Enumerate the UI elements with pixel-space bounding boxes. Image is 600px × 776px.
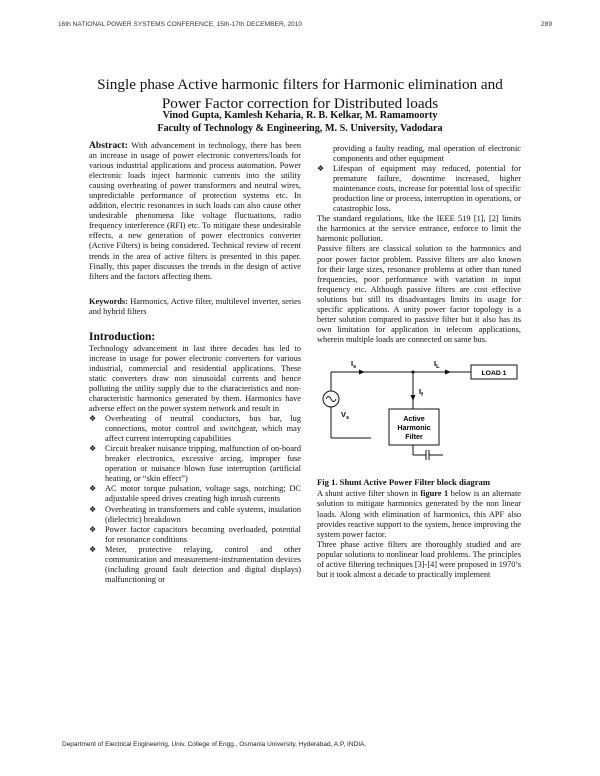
diamond-dots-icon: ❖ bbox=[89, 524, 97, 534]
filter-label-3: Filter bbox=[405, 431, 423, 441]
page-header bbox=[58, 21, 552, 28]
diamond-dots-icon: ❖ bbox=[89, 484, 97, 494]
page-number: 289 bbox=[540, 21, 552, 28]
keywords-label: Keywords: bbox=[89, 296, 128, 306]
if-arrow bbox=[411, 395, 416, 401]
abstract-text: With advancement in technology, there has been an increase in usage of power electronic converters/loads for various industrial applications and process automation. Power electronic loads inject harmonic currents into the utility causing overheating of power transformers and neutral wires, unpredictable performance of protection systems etc. In addition, electric resonances in such loads can also cause other undesirable phenomena like voltage fluctuations, radio frequency interference (RFI) etc. To mitigate these undesirable effects, a new generation of power electronics converter (Active Filters) is being considered. Technical review of recent trends in the area of active filters is presented in this paper. Finally, this paper discusses the trends in the design of active filters and the factors affecting them. bbox=[89, 141, 301, 281]
introduction-paragraph: Technology advancement in last three decades has led to increase in usage for power electronic converters for various industrial, commercial and residential applications. These static converters draw non sinusoidal currents and hence polluting the utility supply due to the characteristics and non-characteristic harmonics generated by them. Harmonics have adverse effect on the power system network and result in bbox=[89, 343, 301, 414]
affiliation: Faculty of Technology & Engineering, M. S. University, Vadodara bbox=[157, 123, 443, 134]
title-line-2: Power Factor correction for Distributed loads bbox=[161, 95, 439, 112]
diamond-dots-icon: ❖ bbox=[317, 164, 325, 174]
right-column bbox=[317, 144, 521, 580]
diamond-dots-icon: ❖ bbox=[89, 444, 97, 454]
list-item: ❖ Overheating of neutral conductors, bus bar, lug connections, motor control and switchgear, which may affect current interrupting capabilities bbox=[89, 414, 301, 444]
paper-title bbox=[40, 75, 560, 113]
if-label: $I_f$ bbox=[419, 386, 423, 398]
filter-label-1: Active bbox=[403, 413, 425, 423]
introduction-heading: Introduction: bbox=[89, 330, 156, 343]
page-footer: Department of Electrical Engineering, Univ. College of Engg., Osmania University, Hyderabad, A.P, INDIA. bbox=[62, 741, 367, 748]
load-label: LOAD 1 bbox=[481, 369, 507, 377]
diamond-dots-icon: ❖ bbox=[89, 504, 97, 514]
keywords-text: Harmonics, Active filter, multilevel inverter, series and hybrid filters bbox=[89, 296, 301, 316]
diamond-dots-icon: ❖ bbox=[89, 414, 97, 424]
list-item: ❖ Meter, protective relaying, control and other communication and measurement-instrumentation devices (including ground fault detection and digital displays) malfunctioning or bbox=[89, 544, 301, 584]
list-item-continued: providing a faulty reading, mal operation of electronic components and other equipment bbox=[333, 144, 521, 164]
author-block bbox=[40, 109, 560, 135]
vs-label: $V_s$ bbox=[341, 409, 350, 421]
title-line-1: Single phase Active harmonic filters for Harmonic elimination and bbox=[97, 76, 503, 93]
is-arrow bbox=[359, 369, 365, 374]
figure-reference: figure 1 bbox=[420, 489, 449, 499]
shunt-apf-diagram bbox=[317, 349, 521, 471]
list-item: ❖ Lifespan of equipment may reduced, potential for premature failure, downtime increased, higher maintenance costs, increase for potential loss of specific production line or process, interruption in operations, or catastrophic loss. bbox=[317, 164, 521, 214]
passive-filters-paragraph: Passive filters are classical solution to the harmonics and poor power factor problem. Passive filters are also known for their large sizes, resonance problems at other than tuned frequencies, poor performance with variation in input frequency etc. Although passive filters are cost effective solutions but still its disadvantages limits its usage for specific applications. A unity power factor topology is a better solution compared to passive filter but it also has its own limitation for application in telecom applications, wherein multiple loads are connected on same bus. bbox=[317, 244, 521, 344]
is-label: $I_s$ bbox=[351, 358, 357, 370]
il-label: $I_L$ bbox=[434, 358, 440, 370]
il-arrow bbox=[445, 369, 451, 374]
keywords bbox=[89, 297, 301, 317]
conference-name: 16th NATIONAL POWER SYSTEMS CONFERENCE, 15th-17th DECEMBER, 2010 bbox=[58, 21, 303, 28]
three-phase-paragraph: Three phase active filters are thoroughly studied and are popular solutions to nonlinear load problems. The principles of active filtering techniques [3]-[4] were proposed in 1970’s but it took almost a decade to practically implement bbox=[317, 539, 521, 579]
list-item: ❖ Power factor capacitors becoming overloaded, potential for resonance conditions bbox=[89, 524, 301, 544]
shunt-filter-paragraph: A shunt active filter shown in figure 1 below is an alternate solution to mitigate harmonics generated by the non linear loads. Along with elimination of harmonics, this APF also provides reactive support to the system, hence improving the system power factor. bbox=[317, 489, 521, 539]
figure-caption: Fig 1. Shunt Active Power Filter block diagram bbox=[317, 476, 490, 487]
author-names: Vinod Gupta, Kamlesh Keharia, R. B. Kelkar, M. Ramamoorty bbox=[162, 110, 438, 121]
circuit-diagram bbox=[317, 349, 521, 471]
standards-paragraph: The standard regulations, like the IEEE 519 [1], [2] limits the harmonics at the service entrance, enforce to limit the harmonic pollution. bbox=[317, 214, 521, 244]
filter-label-2: Harmonic bbox=[397, 422, 431, 432]
diamond-dots-icon: ❖ bbox=[89, 544, 97, 554]
left-column bbox=[89, 141, 301, 585]
abstract bbox=[89, 141, 301, 282]
list-item: ❖ AC motor torque pulsation, voltage sags, notching; DC adjustable speed drives creating high inrush currents bbox=[89, 484, 301, 504]
abstract-label: Abstract: bbox=[89, 140, 128, 151]
list-item: ❖ Circuit breaker nuisance tripping, malfunction of on-board breaker electronics, excessive arcing, improper fuse operation or nuisance blown fuse interruption (artificial heating, or “skin effect”) bbox=[89, 444, 301, 484]
list-item: ❖ Overheating in transformers and cable systems, insulation (dielectric) breakdown bbox=[89, 504, 301, 524]
harmonics-effects-list bbox=[89, 414, 301, 585]
